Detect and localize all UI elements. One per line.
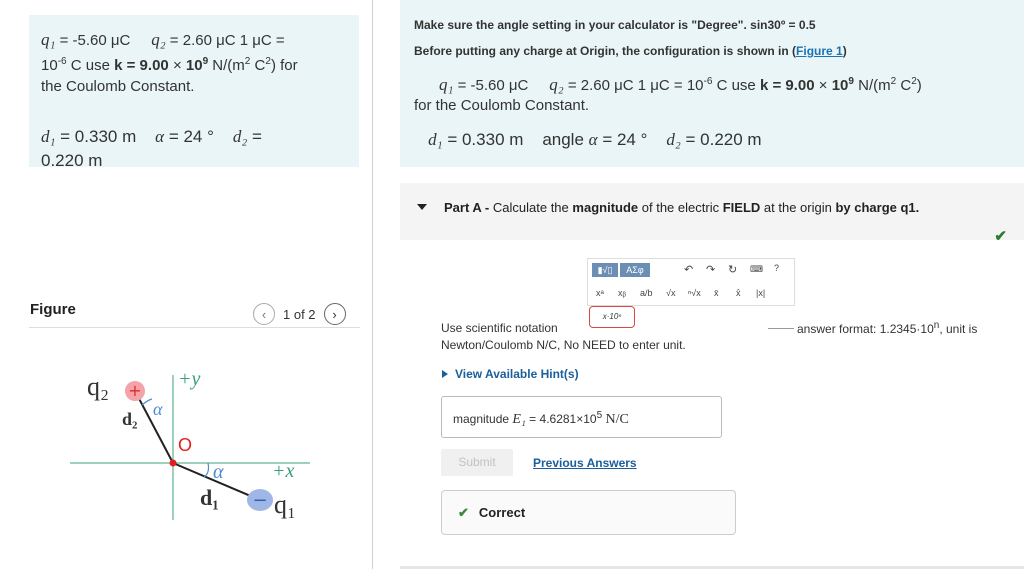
sci-note-line1: Use scientific notation	[441, 321, 558, 335]
d2-eq: =	[251, 127, 262, 146]
k-times-right: ×	[818, 77, 828, 94]
uc-use: C use	[70, 57, 110, 74]
answer-input[interactable]	[441, 396, 722, 438]
part-a-t5: at the origin	[763, 200, 832, 215]
k-value: k = 9.00	[114, 57, 169, 74]
k-exp: 9	[202, 56, 209, 67]
vector-bar-icon[interactable]: x̄	[714, 288, 719, 298]
coulomb-text: the Coulomb Constant.	[41, 78, 195, 95]
k-units-c-right: C	[900, 77, 912, 94]
templates-button[interactable]: ▮√▯	[592, 263, 618, 277]
uc-def: 1 μC =	[239, 32, 285, 49]
panel-divider	[372, 0, 373, 569]
origin-label: O	[178, 435, 193, 455]
answer-format-text	[797, 320, 977, 336]
d2-label: d₂	[122, 409, 138, 429]
k-pow-right: 10	[831, 77, 849, 94]
q2-symbol-right: q₂	[549, 75, 564, 94]
coulomb-text-right: for the Coulomb Constant.	[414, 97, 590, 114]
q1-value: = -5.60 μC	[59, 32, 131, 49]
uc-right: 1 μC = 10	[637, 77, 704, 94]
d2-value: 0.220 m	[41, 151, 103, 170]
degree-note: Make sure the angle setting in your calculator is "Degree". sin30º = 0.5	[414, 18, 816, 32]
d1-symbol: d₁	[41, 127, 56, 146]
answer-format-rule	[768, 328, 794, 329]
part-a-header[interactable]	[400, 183, 1024, 245]
k-value-right: k = 9.00	[759, 77, 815, 94]
hints-label: View Available Hint(s)	[455, 367, 579, 381]
correct-feedback	[441, 490, 736, 535]
undo-icon[interactable]: ↶	[684, 264, 694, 276]
help-icon[interactable]: ?	[774, 263, 780, 273]
left-charge-params	[41, 29, 347, 97]
plus-y-label: +y	[178, 368, 201, 390]
plus-x-label: +x	[272, 460, 295, 482]
submit-button[interactable]: Submit	[441, 449, 513, 476]
d1-value: = 0.330 m	[60, 127, 137, 146]
expand-arrow-icon	[442, 370, 448, 378]
q2-value: = 2.60 μC	[169, 32, 236, 49]
scientific-notation-button[interactable]: x·10ⁿ	[589, 306, 635, 328]
sci-note-line2: Newton/Coulomb N/C, No NEED to enter unit.	[441, 338, 686, 352]
collapse-arrow-icon[interactable]	[417, 204, 427, 210]
reset-icon[interactable]: ↻	[728, 264, 738, 276]
k-units-exp-right: 2	[890, 76, 897, 87]
k-units-exp2-right: 2	[911, 76, 917, 87]
figure-separator	[29, 327, 360, 328]
answer-format-exp: n	[933, 320, 940, 331]
minus-sign-icon: −	[252, 490, 268, 511]
answer-value: 4.6281×10	[539, 412, 597, 426]
part-a-t4: FIELD	[722, 200, 761, 215]
alpha-arc-bottom	[204, 463, 209, 477]
q2-label: q₂	[87, 372, 110, 401]
q1-symbol-right: q₁	[439, 75, 454, 94]
d2-symbol-right: d₂	[666, 130, 681, 149]
fraction-icon[interactable]: a/b	[640, 288, 653, 298]
k-units-close-right: )	[916, 77, 922, 94]
config-note	[414, 44, 1010, 58]
keyboard-icon[interactable]: ⌨	[750, 264, 763, 274]
redo-icon[interactable]: ↷	[706, 264, 716, 276]
view-hints-link[interactable]	[442, 367, 579, 381]
part-a-t2: magnitude	[572, 200, 639, 215]
figure-heading: Figure	[30, 301, 76, 318]
uc-pow: 10	[41, 57, 58, 74]
uc-use-right: C use	[716, 77, 756, 94]
q2-value-right: = 2.60 μC	[567, 77, 634, 94]
answer-exponent: 5	[596, 410, 603, 421]
alpha-symbol: α	[155, 127, 165, 146]
alpha-label-top: α	[153, 399, 163, 419]
part-a-prompt	[444, 200, 919, 215]
correct-label: Correct	[478, 505, 526, 520]
left-problem-statement	[29, 15, 359, 170]
chevron-right-icon[interactable]: ›	[324, 303, 346, 325]
unit-vector-icon[interactable]: x̂	[736, 288, 741, 298]
answer-format-pre: answer format: 1.2345·10	[797, 322, 934, 336]
k-units-close: ) for	[270, 57, 298, 74]
nth-root-icon[interactable]: ⁿ√x	[688, 288, 701, 298]
k-units: N/(m	[212, 57, 245, 74]
angle-word: angle	[542, 130, 584, 149]
part-a-t1: Calculate the	[492, 200, 569, 215]
part-a-prefix: Part A -	[444, 200, 490, 215]
right-geometry-params	[414, 130, 1010, 150]
q1-value-right: = -5.60 μC	[457, 77, 529, 94]
symbols-button[interactable]: ΑΣφ	[620, 263, 650, 277]
right-problem-statement	[400, 0, 1024, 167]
part-a-t6: by charge q1.	[835, 200, 920, 215]
magnitude-label: magnitude	[453, 412, 510, 426]
sqrt-icon[interactable]: √x	[666, 288, 676, 298]
alpha-arc-top	[142, 399, 152, 405]
pager-text: 1 of 2	[283, 306, 316, 322]
chevron-left-icon[interactable]: ‹	[253, 303, 275, 325]
config-note-text: Before putting any charge at Origin, the configuration is shown in (	[414, 44, 797, 58]
charge-diagram	[60, 355, 320, 525]
d1-value-right: = 0.330 m	[447, 130, 524, 149]
figure-1-link[interactable]: Figure 1	[796, 44, 843, 58]
d2-symbol: d₂	[232, 127, 248, 146]
plus-sign-icon: +	[128, 381, 142, 400]
alpha-symbol-right: α	[588, 130, 598, 149]
k-units-right: N/(m	[858, 77, 891, 94]
q1-label: q₁	[274, 490, 297, 519]
d1-label: d₁	[200, 485, 219, 510]
alpha-value: = 24 °	[168, 127, 214, 146]
answer-format-post: , unit is	[939, 322, 978, 336]
d2-value-right: = 0.220 m	[685, 130, 762, 149]
alpha-label-bottom: α	[213, 461, 224, 483]
checkmark-icon: ✔	[458, 505, 469, 520]
checkmark-icon: ✔	[994, 228, 1007, 245]
q2-symbol: q₂	[151, 30, 166, 49]
math-toolbar	[587, 258, 795, 306]
previous-answers-link[interactable]: Previous Answers	[533, 456, 637, 470]
uc-exp-right: -6	[703, 76, 713, 87]
k-units-exp2: 2	[265, 56, 271, 67]
q1-symbol: q₁	[41, 30, 56, 49]
superscript-icon[interactable]: xᵃ	[596, 288, 604, 298]
alpha-value-right: = 24 °	[602, 130, 648, 149]
d1-symbol-right: d₁	[428, 130, 443, 149]
right-charge-params	[414, 72, 1010, 116]
part-a-t3: of the electric	[641, 200, 720, 215]
origin-dot	[170, 460, 177, 467]
config-note-close: )	[842, 44, 847, 58]
k-units-exp: 2	[244, 56, 251, 67]
absolute-value-icon[interactable]: |x|	[756, 288, 766, 298]
uc-exp: -6	[57, 56, 67, 67]
k-exp-right: 9	[848, 76, 854, 87]
k-times: ×	[172, 57, 182, 74]
scientific-notation-note	[441, 320, 686, 354]
subscript-icon[interactable]: xᵦ	[618, 288, 626, 298]
answer-equals: =	[529, 412, 537, 426]
left-geometry-params	[41, 125, 347, 173]
k-pow: 10	[185, 57, 203, 74]
e1-symbol: E₁	[512, 412, 526, 427]
answer-unit: N/C	[605, 412, 629, 427]
k-units-c: C	[254, 57, 266, 74]
figure-pager	[253, 303, 346, 325]
